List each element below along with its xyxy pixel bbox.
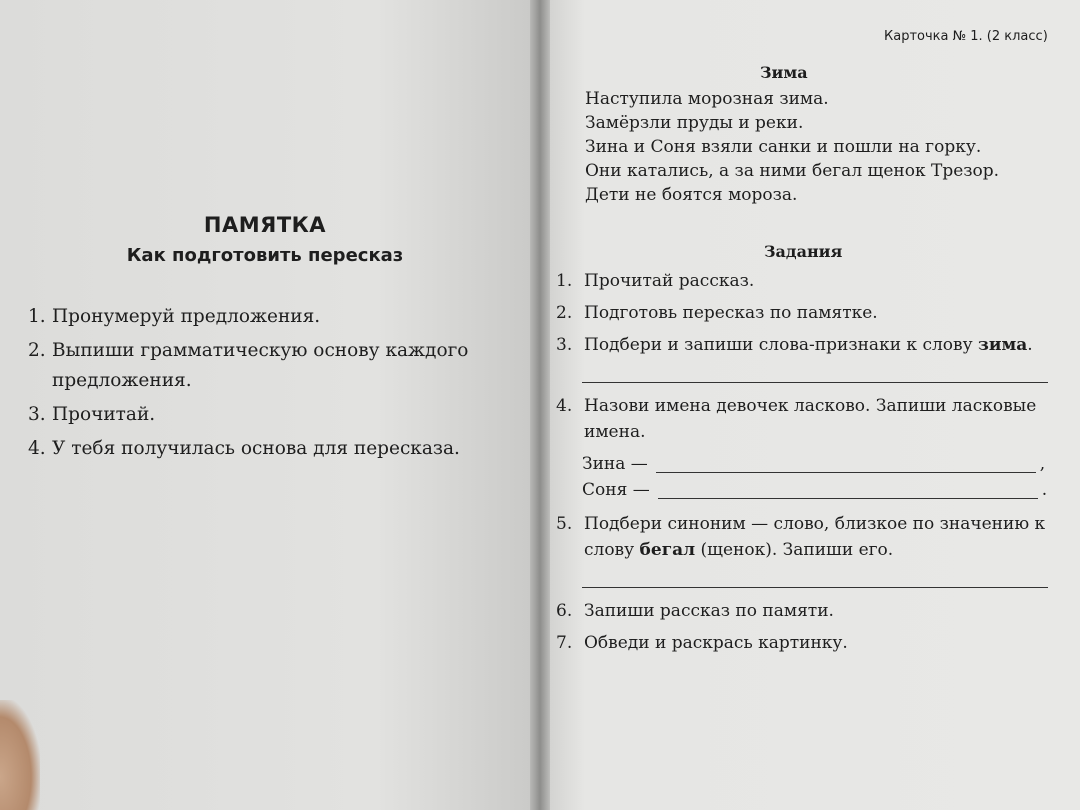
task-number: 1. <box>556 271 573 291</box>
book-spine <box>530 0 550 810</box>
task-text: Подготовь пересказ по памятке. <box>584 303 878 323</box>
task-item <box>556 630 1056 656</box>
list-text: У тебя получилась основа для пересказа. <box>52 438 460 459</box>
story-line: Дети не боятся мороза. <box>585 185 798 205</box>
memo-list <box>28 302 518 468</box>
task-keyword: бегал <box>639 540 696 560</box>
story-line: Замёрзли пруды и реки. <box>585 113 804 133</box>
task-text: Обведи и раскрась картинку. <box>584 633 848 653</box>
memo-title: ПАМЯТКА <box>203 213 327 237</box>
task-item <box>556 598 1056 624</box>
fill-row <box>582 477 1056 503</box>
list-number: 4. <box>28 438 46 459</box>
answer-line[interactable] <box>582 364 1048 383</box>
task-text-part: Подбери и запиши слова-признаки к слову <box>584 335 978 355</box>
list-item <box>28 400 518 430</box>
task-number: 2. <box>556 303 573 323</box>
task-number: 7. <box>556 633 573 653</box>
task-number: 6. <box>556 601 573 621</box>
task-number: 4. <box>556 396 573 416</box>
fill-label: Соня — <box>582 480 650 500</box>
list-text: Прочитай. <box>52 404 156 425</box>
list-text: Выпиши грамматическую основу каждого предложения. <box>52 340 469 391</box>
task-item <box>556 300 1056 326</box>
task-text-part: Подбери синоним — слово, близкое по значению к слову <box>584 514 1046 560</box>
fill-line[interactable] <box>656 454 1036 473</box>
task-text-part: (щенок). Запиши его. <box>695 540 894 560</box>
fill-label: Зина — <box>582 454 648 474</box>
task-number: 3. <box>556 335 573 355</box>
task-number: 5. <box>556 514 573 534</box>
fill-row <box>582 451 1056 477</box>
story-line: Наступила морозная зима. <box>585 89 829 109</box>
list-number: 3. <box>28 404 46 425</box>
tasks-list <box>556 268 1056 662</box>
list-number: 1. <box>28 306 46 327</box>
fill-line[interactable] <box>658 480 1038 499</box>
task-item <box>556 393 1056 445</box>
story-line: Зина и Соня взяли санки и пошли на горку. <box>585 137 982 157</box>
list-item <box>28 336 518 396</box>
task-text-part: . <box>1027 335 1033 355</box>
list-number: 2. <box>28 340 46 361</box>
answer-line[interactable] <box>582 569 1048 588</box>
task-text <box>584 511 1056 563</box>
fill-end: , <box>1039 454 1046 474</box>
card-label: Карточка № 1. (2 класс) <box>884 29 1048 44</box>
task-text: Запиши рассказ по памяти. <box>584 601 834 621</box>
task-item <box>556 511 1056 563</box>
task-item <box>556 332 1056 358</box>
list-item <box>28 434 518 464</box>
story-text <box>585 87 1045 207</box>
task-keyword: зима <box>978 335 1028 355</box>
fill-end: . <box>1041 480 1048 500</box>
task-text <box>584 332 1056 358</box>
tasks-title: Задания <box>764 242 843 261</box>
task-item <box>556 268 1056 294</box>
task-text: Прочитай рассказ. <box>584 271 755 291</box>
list-item <box>28 302 518 332</box>
story-line: Они катались, а за ними бегал щенок Трезор. <box>585 161 1000 181</box>
list-text: Пронумеруй предложения. <box>52 306 321 327</box>
memo-subtitle: Как подготовить пересказ <box>126 245 404 266</box>
story-title: Зима <box>760 63 808 82</box>
thumb <box>0 700 40 810</box>
task-text: Назови имена девочек ласково. Запиши ласковые имена. <box>584 396 1037 442</box>
